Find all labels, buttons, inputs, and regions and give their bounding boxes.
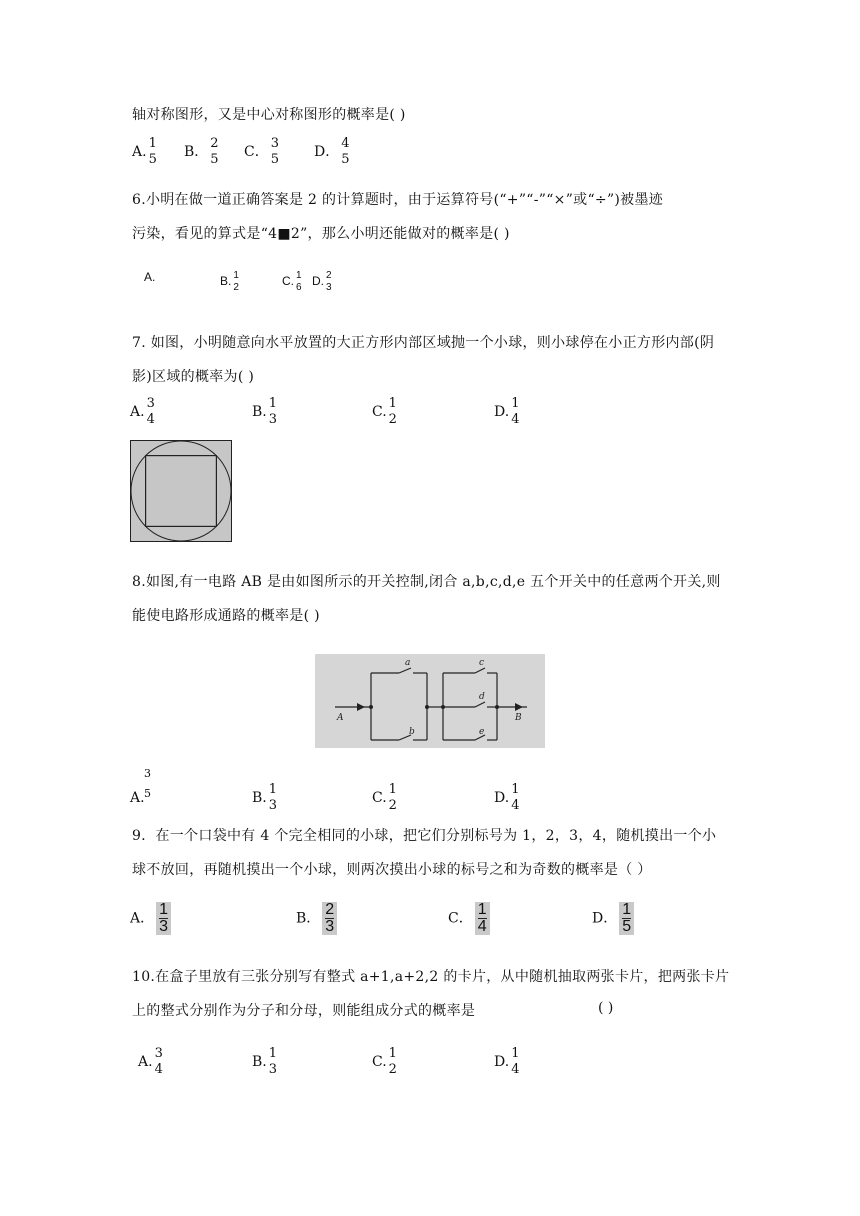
q8-option-d: D. 1 4 [494,782,520,813]
q8-line-1: 8.如图,有一电路 AB 是由如图所示的开关控制,闭合 a,b,c,d,e 五个开关中的任意两个开关,则 [132,574,721,590]
q8-circuit-figure [315,654,545,748]
q10-line-1: 10.在盒子里放有三张分别写有整式 a+1,a+2,2 的卡片，从中随机抽取两张卡片，把两张卡片 [132,969,730,985]
q7-option-b: B. 1 3 [252,396,278,427]
q7-line-2: 影)区域的概率为( ) [132,369,255,385]
label-e: e [479,727,485,737]
q6-option-b: B. 1 2 [220,270,239,293]
label-c: c [479,658,485,668]
q10-option-b: B. 1 3 [252,1046,278,1077]
q6-option-a: A. [144,270,156,284]
q5-option-c: C． 3 5 [244,136,279,167]
q8-line-2: 能使电路形成通路的概率是( ) [132,608,320,624]
q6-line-1: 6.小明在做一道正确答案是 2 的计算题时，由于运算符号(“+”“-”“×”或“÷”)被墨迹 [132,192,664,208]
label-B: B [515,713,522,723]
q10-option-d: D. 1 4 [494,1046,520,1077]
q9-line-1: 9．在一个口袋中有 4 个完全相同的小球，把它们分别标号为 1，2，3，4，随机摸出一个小 [132,828,717,844]
inner-square [146,456,217,527]
q9-option-b: B． $\frac{2}{3}$ [296,902,337,935]
q7-option-c: C. 1 2 [372,396,397,427]
q5-option-d: D． 4 5 [314,136,350,167]
q10-line-2: 上的整式分别作为分子和分母，则能组成分式的概率是 [132,1003,476,1019]
q10-option-c: C. 1 2 [372,1046,397,1077]
label-d: d [479,692,485,702]
q10-option-a: A. 3 4 [138,1046,163,1077]
label-b: b [409,727,415,737]
q8-option-c: C. 1 2 [372,782,397,813]
label-A: A [337,713,344,723]
q7-line-1: 7. 如图，小明随意向水平放置的大正方形内部区域抛一个小球，则小球停在小正方形内部(阴 [132,335,715,351]
q6-line-2: 污染，看见的算式是“4■2”，那么小明还能做对的概率是( ) [132,226,510,242]
q8-option-b: B. 1 3 [252,782,278,813]
q9-option-c: C． $\frac{1}{4}$ [448,902,490,935]
q6-option-d: D. 2 3 [312,270,332,293]
q5-option-b: B． 2 5 [184,136,219,167]
q10-answer-paren: ( ) [598,1000,614,1016]
q5-text: 轴对称图形，又是中心对称图形的概率是( ) [132,107,406,123]
q7-figure [130,440,232,542]
q9-option-d: D． $\frac{1}{5}$ [592,902,634,935]
q7-option-d: D. 1 4 [494,396,520,427]
q9-option-a: A． $\frac{1}{3}$ [130,902,171,935]
q5-option-a: A. 1 5 [132,136,157,167]
q6-option-c: C. 1 6 [282,270,302,293]
q9-line-2: 球不放回，再随机摸出一个小球，则两次摸出小球的标号之和为奇数的概率是（ ） [132,862,652,878]
label-a: a [405,658,411,668]
q7-option-a: A. 3 4 [130,396,155,427]
